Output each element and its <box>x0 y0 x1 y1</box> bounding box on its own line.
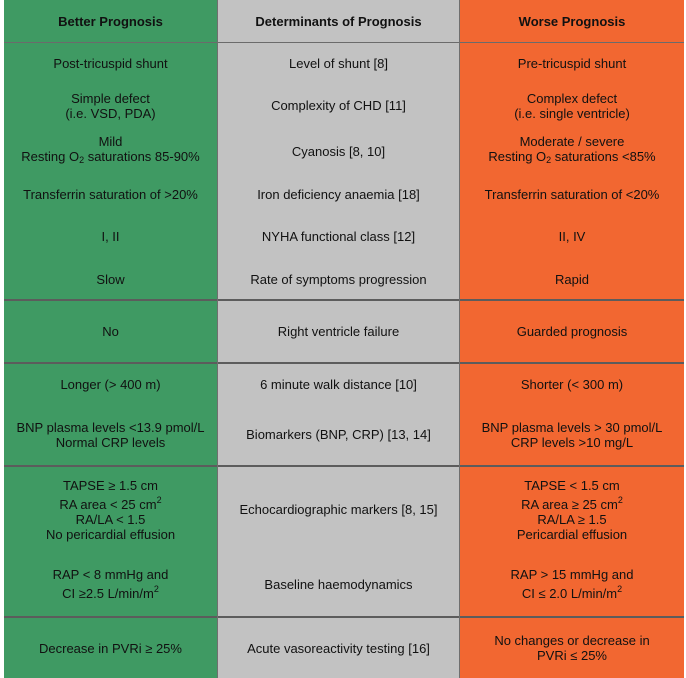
cell-determinant-10: Baseline haemodynamics <box>264 576 413 592</box>
cell-determinant-4: NYHA functional class [12] <box>261 229 416 244</box>
cell-better-2: Mild Resting $O_2$ saturations 85-90% <box>21 134 200 165</box>
worse-prognosis-column <box>459 0 684 678</box>
cell-better-11: Decrease in PVRi ≥ 25% <box>39 640 182 656</box>
cell-better-8: BNP plasma levels <13.9 pmol/L Normal CRP levels <box>16 419 205 450</box>
cell-worse-6: Guarded prognosis <box>516 324 628 339</box>
prognosis-table <box>4 0 684 678</box>
cell-determinant-8: Biomarkers (BNP, CRP) [13, 14] <box>246 427 431 442</box>
cell-worse-4: II, IV <box>558 229 586 244</box>
cell-better-10: RAP < 8 mmHg and CI ≥2.5 $L/\min/m^2$ <box>52 567 169 601</box>
cell-better-9: TAPSE ≥ 1.5 cm RA area < 25 $cm^2$ RA/LA < 1.5 No pericardial effusion <box>45 477 176 542</box>
cell-better-6: No <box>102 324 119 339</box>
cell-determinant-3: Iron deficiency anaemia [18] <box>257 187 420 202</box>
cell-better-0: Post-tricuspid shunt <box>53 56 168 71</box>
cell-determinant-0: Level of shunt [8] <box>288 56 388 71</box>
cell-worse-5: Rapid <box>555 271 589 287</box>
cell-better-5: Slow <box>96 271 125 287</box>
cell-worse-7: Shorter (< 300 m) <box>520 376 624 392</box>
cell-worse-9: TAPSE < 1.5 cm RA area ≥ 25 $cm^2$ RA/LA ≥ 1.5 Pericardial effusion <box>516 477 628 542</box>
cell-better-3: Transferrin saturation of >20% <box>23 187 198 202</box>
cell-worse-1: Complex defect (i.e. single ventricle) <box>514 90 630 121</box>
cell-worse-3: Transferrin saturation of <20% <box>484 187 660 202</box>
cell-determinant-11: Acute vasoreactivity testing [16] <box>247 640 430 656</box>
cell-better-4: I, II <box>101 229 120 244</box>
header-worse: Worse Prognosis <box>518 13 626 29</box>
cell-better-1: Simple defect (i.e. VSD, PDA) <box>65 90 156 121</box>
cell-determinant-6: Right ventricle failure <box>277 324 400 339</box>
cell-determinant-7: 6 minute walk distance [10] <box>260 376 417 392</box>
cell-determinant-5: Rate of symptoms progression <box>250 271 427 287</box>
cell-worse-0: Pre-tricuspid shunt <box>517 56 627 71</box>
cell-determinant-1: Complexity of CHD [11] <box>271 98 406 113</box>
cell-determinant-2: Cyanosis [8, 10] <box>291 143 386 159</box>
cell-better-7: Longer (> 400 m) <box>60 376 161 392</box>
header-determinants: Determinants of Prognosis <box>255 13 422 29</box>
cell-determinant-9: Echocardiographic markers [8, 15] <box>239 502 438 517</box>
cell-worse-8: BNP plasma levels > 30 pmol/L CRP levels >10 mg/L <box>481 419 663 450</box>
better-prognosis-column <box>4 0 217 678</box>
header-better: Better Prognosis <box>58 13 163 29</box>
determinants-column <box>217 0 459 678</box>
cell-worse-11: No changes or decrease in PVRi ≤ 25% <box>494 633 650 663</box>
cell-worse-10: RAP > 15 mmHg and CI ≤ 2.0 $L/\min/m^2$ <box>510 567 634 601</box>
cell-worse-2: Moderate / severe Resting $O_2$ saturations <85% <box>488 134 656 165</box>
